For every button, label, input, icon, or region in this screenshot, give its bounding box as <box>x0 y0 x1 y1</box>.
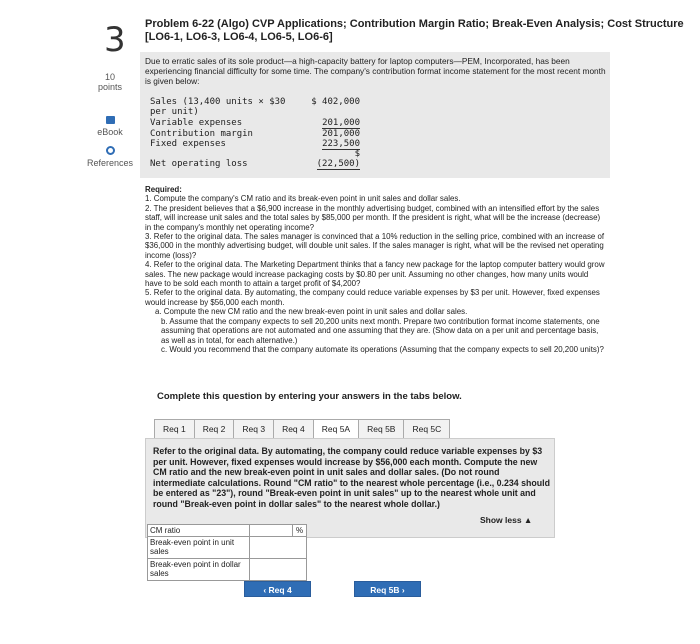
points-label: 10 points <box>97 72 123 92</box>
tab-req-5a[interactable]: Req 5A <box>313 419 358 439</box>
tab-instructions: Refer to the original data. By automating, the company could reduce variable expenses by $3 per unit. However, fixed expenses would increase by $56,000 each month. Compute the new CM ratio and the new break-even point in unit sales and dollar sales. (Do not round intermediate calculations. Round "CM ratio" to the nearest whole percentage (i.e., 0.234 should be entered as "23"), round "Break-even point in unit sales" up to the nearest whole unit and round "Break-even point in dollar sales" to the nearest whole dollar.) <box>153 446 550 509</box>
ebook-link[interactable] <box>82 116 138 137</box>
break-even-units-input[interactable] <box>250 537 307 559</box>
question-number: 3 <box>104 20 126 60</box>
tab-req-3[interactable]: Req 3 <box>233 419 273 439</box>
statement-amount: 223,500 <box>322 139 360 149</box>
book-icon <box>106 116 115 124</box>
statement-label: Sales (13,400 units × $30 <box>150 97 286 107</box>
statement-amount: 201,000 <box>322 129 360 139</box>
tab-req-1[interactable]: Req 1 <box>154 419 194 439</box>
answer-table <box>147 524 307 581</box>
tab-req-2[interactable]: Req 2 <box>194 419 234 439</box>
required-heading: Required: <box>145 185 182 194</box>
statement-amount: $ <box>354 149 360 159</box>
requirement-tabs <box>154 419 450 439</box>
table-row <box>148 537 307 559</box>
problem-title: Problem 6-22 (Algo) CVP Applications; Contribution Margin Ratio; Break-Even Analysis; Cost Structure [LO6-1, LO6-3, LO6-4, LO6-5, LO6-6] <box>145 18 684 43</box>
required-section <box>145 185 607 354</box>
required-subitem: b. Assume that the company expects to sell 20,200 units next month. Prepare two contribution format income statements, one assuming that operations are not automated and one assuming that they are. (Show data on a per unit and percentage basis, as well as in total, for each alternative.) <box>161 316 600 345</box>
show-less-link[interactable]: Show less ▲ <box>480 515 533 525</box>
tab-req-4[interactable]: Req 4 <box>273 419 313 439</box>
statement-label: Net operating loss <box>150 159 248 169</box>
reference-icon <box>106 146 115 155</box>
next-req-button[interactable]: Req 5B › <box>354 581 421 597</box>
prev-req-button[interactable]: ‹ Req 4 <box>244 581 311 597</box>
references-label: References <box>86 158 134 168</box>
complete-prompt: Complete this question by entering your answers in the tabs below. <box>157 391 462 402</box>
statement-row <box>150 118 360 129</box>
tab-req-5c[interactable]: Req 5C <box>403 419 450 439</box>
required-subitem: a. Compute the new CM ratio and the new break-even point in unit sales and dollar sales. <box>155 307 468 317</box>
table-row <box>148 559 307 581</box>
ebook-label: eBook <box>97 127 123 137</box>
statement-label: per unit) <box>150 107 199 117</box>
statement-amount: (22,500) <box>316 159 360 169</box>
statement-row <box>150 159 360 170</box>
required-item: 3. Refer to the original data. The sales manager is convinced that a 10% reduction in the selling price, combined with an increase of $36,000 in the monthly advertising budget, will double unit sales. If the sales manager is right, what will be the revised net operating income (loss)? <box>145 232 605 260</box>
problem-description: Due to erratic sales of its sole product—a high-capacity battery for laptop computers—PEM, Incorporated, has been experiencing financial difficulty for some time. The company's contribution format income statement for the most recent month is given below: <box>145 56 606 86</box>
references-link[interactable] <box>82 146 138 168</box>
answer-label: Break-even point in dollar sales <box>148 559 250 581</box>
break-even-dollars-input[interactable] <box>250 559 307 581</box>
required-item: 5. Refer to the original data. By automating, the company could reduce variable expenses by $3 per unit. However, fixed expenses would increase by $56,000 each month. <box>145 288 600 307</box>
statement-label: Fixed expenses <box>150 139 226 149</box>
answer-label: Break-even point in unit sales <box>148 537 250 559</box>
statement-row <box>150 107 360 118</box>
statement-label: Contribution margin <box>150 129 253 139</box>
statement-label: Variable expenses <box>150 118 243 128</box>
required-item: 4. Refer to the original data. The Marketing Department thinks that a fancy new package for the laptop computer battery would grow sales. The new package would increase packaging costs by $0.80 per unit. Assuming no other changes, how many units would have to be sold each month to attain a target profit of $4,200? <box>145 260 605 289</box>
required-subitem: c. Would you recommend that the company automate its operations (Assuming that the company expects to sell 20,200 units)? <box>161 344 604 354</box>
tab-req-5b[interactable]: Req 5B <box>358 419 403 439</box>
table-row <box>148 525 307 537</box>
required-item: 2. The president believes that a $6,900 increase in the monthly advertising budget, combined with an intensified effort by the sales staff, will increase unit sales and the total sales by $85,000 per month. If the president is right, what will be the increase (decrease) in the company's monthly net operating income? <box>145 203 601 232</box>
statement-amount: 201,000 <box>322 118 360 128</box>
cm-ratio-input[interactable] <box>250 525 293 537</box>
percent-unit: % <box>293 525 307 537</box>
required-item: 1. Compute the company's CM ratio and its break-even point in unit sales and dollar sales. <box>145 194 461 204</box>
answer-label: CM ratio <box>148 525 250 537</box>
statement-amount: $ 402,000 <box>311 97 360 107</box>
